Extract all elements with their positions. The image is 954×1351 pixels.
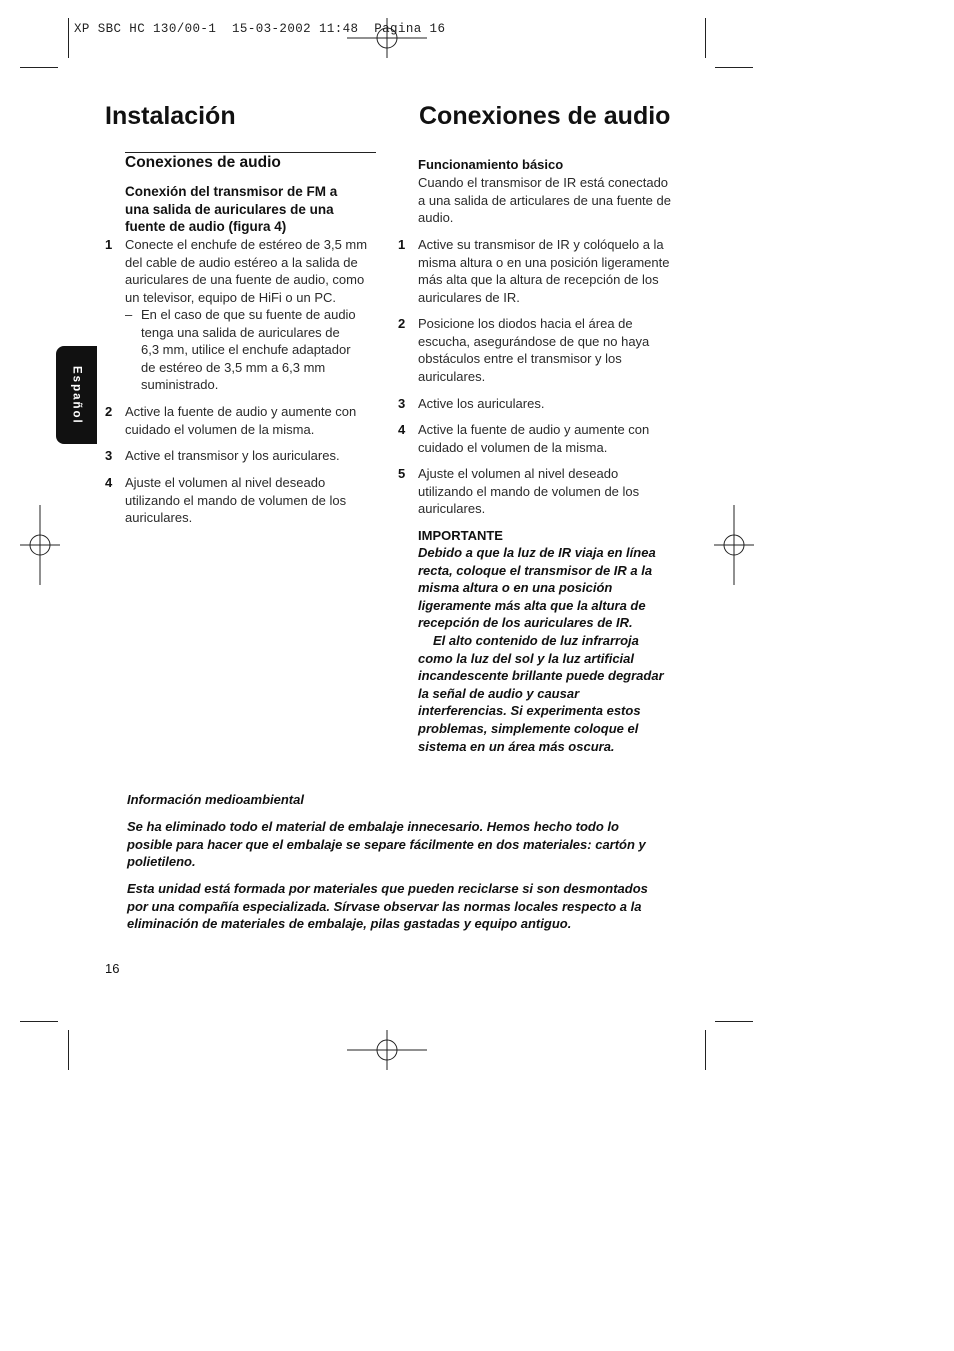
right-step-text	[418, 236, 669, 306]
text-line: 6,3 mm, utilice el enchufe adaptador	[141, 342, 351, 358]
left-subheading	[125, 183, 337, 236]
text-line: un televisor, equipo de HiFi o un PC.	[125, 289, 337, 305]
text-line: incandescente brillante puede degradar	[418, 668, 664, 684]
text-line: Debido a que la luz de IR viaja en línea	[418, 545, 656, 560]
text-line: polietileno.	[127, 854, 196, 870]
text-line: Cuando el transmisor de IR está conectado	[418, 175, 669, 190]
important-text	[418, 544, 680, 755]
registration-mark-bottom-icon	[347, 1030, 427, 1070]
text-line: Ajuste el volumen al nivel deseado	[125, 475, 326, 490]
left-step-number: 2	[105, 404, 113, 419]
text-line: auriculares de IR.	[418, 289, 520, 305]
text-line: Conecte el enchufe de estéreo de 3,5 mm	[125, 237, 368, 252]
left-step-text	[125, 236, 367, 306]
text-line: la señal de audio y causar	[418, 685, 580, 701]
crop-mark-bottom-left-v	[68, 1030, 69, 1070]
text-line: utilizando el mando de volumen de los	[125, 492, 347, 508]
text-line: utilizando el mando de volumen de los	[418, 483, 640, 499]
right-intro	[418, 174, 671, 227]
note-dash: –	[125, 307, 133, 322]
left-subheading-line: fuente de audio (figura 4)	[125, 219, 287, 235]
crop-mark-bottom-left-h	[20, 1021, 58, 1022]
text-line: Active los auriculares.	[418, 396, 545, 411]
crop-mark-bottom-right-h	[715, 1021, 753, 1022]
text-line: del cable de audio estéreo a la salida de	[125, 254, 358, 270]
environment-title: Información medioambiental	[127, 792, 304, 807]
text-line: tenga una salida de auriculares de	[141, 324, 340, 340]
text-line: cuidado el volumen de la misma.	[125, 421, 315, 437]
left-step-number: 3	[105, 448, 113, 463]
text-line: auriculares de una fuente de audio, como	[125, 272, 365, 288]
crop-mark-top-right-v	[705, 18, 706, 58]
print-slug: XP SBC HC 130/00-1 15-03-2002 11:48 Pagina 16	[74, 22, 446, 36]
crop-mark-top-left-v	[68, 18, 69, 58]
right-step-text	[418, 421, 649, 456]
left-step-note	[141, 306, 356, 394]
crop-mark-bottom-right-v	[705, 1030, 706, 1070]
registration-mark-top-icon	[347, 18, 427, 58]
text-line: auriculares.	[418, 501, 486, 517]
registration-mark-left-icon	[20, 505, 60, 585]
left-column-rule	[125, 152, 376, 153]
right-step-number: 5	[398, 466, 406, 481]
text-line: problemas, simplemente coloque el	[418, 720, 639, 736]
right-step-text	[418, 395, 544, 413]
page-number: 16	[105, 961, 120, 976]
text-line: posible para hacer que el embalaje se separe fácilmente en dos materiales: cartón y	[127, 836, 646, 852]
text-line: Se ha eliminado todo el material de embalaje innecesario. Hemos hecho todo lo	[127, 819, 619, 834]
left-step-number: 4	[105, 475, 113, 490]
text-line: Active el transmisor y los auriculares.	[125, 448, 340, 463]
environment-paragraph	[127, 818, 646, 871]
page-title-right: Conexiones de audio	[419, 102, 671, 130]
text-line: En el caso de que su fuente de audio	[141, 307, 356, 322]
crop-mark-top-left-h	[20, 67, 58, 68]
text-line: escucha, asegurándose de que no haya	[418, 333, 650, 349]
text-line: a una salida de articulares de una fuente de	[418, 192, 671, 208]
text-line: Ajuste el volumen al nivel deseado	[418, 466, 619, 481]
text-line: auriculares.	[125, 510, 193, 526]
text-line: ligeramente más alta que la altura de	[418, 597, 646, 613]
text-line: misma altura o en una posición	[418, 580, 613, 596]
left-step-text	[125, 474, 346, 527]
language-tab-label: Español	[70, 365, 83, 425]
text-line: eliminación de materiales de embalaje, pilas gastadas y equipo antiguo.	[127, 916, 572, 932]
text-line: auriculares.	[418, 368, 486, 384]
text-line: recepción de los auriculares de IR.	[418, 615, 633, 631]
right-step-text	[418, 315, 649, 385]
important-title: IMPORTANTE	[418, 528, 503, 543]
left-step-text	[125, 447, 340, 465]
text-line: suministrado.	[141, 377, 219, 393]
text-line: El alto contenido de luz infrarroja	[433, 632, 639, 648]
page-title-left: Instalación	[105, 102, 236, 130]
text-line: cuidado el volumen de la misma.	[418, 439, 608, 455]
text-line: más alta que la altura de recepción de los	[418, 272, 659, 288]
left-step-number: 1	[105, 237, 113, 252]
left-step-text	[125, 403, 356, 438]
text-line: Active la fuente de audio y aumente con	[125, 404, 357, 419]
right-step-text	[418, 465, 639, 518]
text-line: obstáculos entre el transmisor y los	[418, 351, 622, 367]
text-line: interferencias. Si experimenta estos	[418, 703, 641, 719]
left-subheading-line: una salida de auriculares de una	[125, 201, 334, 217]
registration-mark-right-icon	[714, 505, 754, 585]
text-line: sistema en un área más oscura.	[418, 738, 615, 754]
left-subheading-line: Conexión del transmisor de FM a	[125, 184, 338, 199]
right-subheading: Funcionamiento básico	[418, 157, 564, 172]
text-line: Posicione los diodos hacia el área de	[418, 316, 633, 331]
text-line: por una compañía especializada. Sírvase observar las normas locales respecto a la	[127, 898, 642, 914]
right-step-number: 1	[398, 237, 406, 252]
language-tab	[56, 346, 97, 444]
text-line: recta, coloque el transmisor de IR a la	[418, 562, 653, 578]
crop-mark-top-right-h	[715, 67, 753, 68]
right-step-number: 3	[398, 396, 406, 411]
text-line: misma altura o en una posición ligeramente	[418, 254, 670, 270]
left-section-title: Conexiones de audio	[125, 154, 281, 171]
text-line: de estéreo de 3,5 mm a 6,3 mm	[141, 359, 326, 375]
right-step-number: 4	[398, 422, 406, 437]
text-line: Active su transmisor de IR y colóquelo a la	[418, 237, 664, 252]
right-step-number: 2	[398, 316, 406, 331]
text-line: Active la fuente de audio y aumente con	[418, 422, 650, 437]
text-line: Esta unidad está formada por materiales que pueden reciclarse si son desmontados	[127, 881, 648, 896]
environment-paragraph	[127, 880, 648, 933]
text-line: audio.	[418, 210, 454, 226]
text-line: como la luz del sol y la luz artificial	[418, 650, 635, 666]
